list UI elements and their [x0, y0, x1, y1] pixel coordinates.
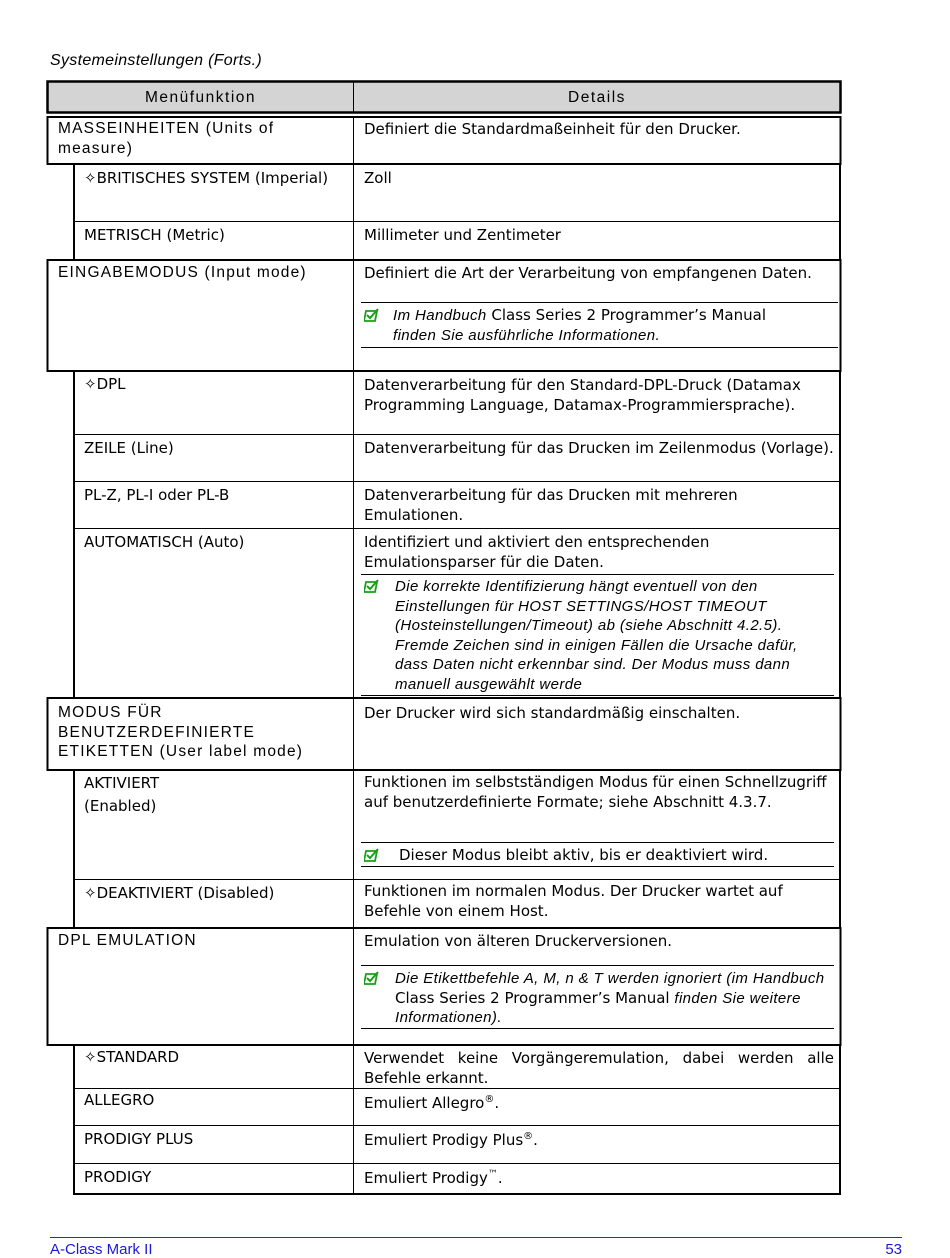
note-aktiviert-text: Dieser Modus bleibt aktiv, bis er deaktiviert wird. — [399, 846, 769, 864]
menu-metrisch: METRISCH (Metric) — [84, 226, 225, 244]
details-eingabemodus: Definiert die Art der Verarbeitung von empfangenen Daten. — [364, 264, 812, 282]
note-dplemu-manual: Class Series 2 Programmer’s Manual — [395, 988, 675, 1007]
checkbox-note-icon — [364, 579, 380, 593]
details-zeile: Datenverarbeitung für das Drucken im Zeilenmodus (Vorlage). — [364, 439, 834, 457]
details-prodigyplus-end: . — [533, 1131, 538, 1149]
page-caption: Systemeinstellungen (Forts.) — [50, 52, 263, 69]
details-masseinheiten: Definiert die Standardmaßeinheit für den Drucker. — [364, 120, 741, 138]
menu-eingabemodus: EINGABEMODUS (Input mode) — [58, 264, 307, 281]
details-prodigyplus — [354, 1130, 840, 1151]
header-menufunktion: Menüfunktion — [144, 89, 257, 106]
menu-dpl: ✧DPL — [84, 375, 126, 393]
note-automatisch-text: Die korrekte Identifizierung hängt eventuell von den Einstellungen für HOST SETTINGS/HOST TIMEOUT (Hosteinstellungen/Timeout) ab (siehe Abschnitt 4.2.5). Fremde Zeichen sind in einigen Fällen die Ursache dafür, dass Daten nicht erkennbar sind. Der Modus muss dann manuell ausgewählt werde — [395, 578, 798, 693]
note-dplemu-a: Die Etikettbefehle A, M, n & T werden ignoriert (im Handbuch — [395, 970, 825, 987]
menu-prodigy: PRODIGY — [84, 1168, 152, 1186]
menu-prodigyplus: PRODIGY PLUS — [84, 1130, 194, 1148]
details-britisch: Zoll — [364, 169, 392, 187]
details-benutzer: Der Drucker wird sich standardmäßig einschalten. — [364, 704, 741, 722]
trademark-mark: ™ — [487, 1169, 498, 1180]
details-prodigy — [354, 1168, 840, 1189]
note-automatisch — [362, 577, 832, 693]
note-dplemu-c: finden Sie weitere Informationen). — [395, 989, 801, 1027]
details-dpl: Datenverarbeitung für den Standard-DPL-Druck (Datamax Programming Language, Datamax-Programmiersprache). — [364, 376, 801, 414]
menu-deaktiviert: ✧DEAKTIVIERT (Disabled) — [84, 884, 275, 902]
menu-masseinheiten: MASSEINHEITEN (Units of measure) — [58, 120, 275, 157]
note-eingabemodus-c: finden Sie ausführliche Informationen. — [393, 326, 661, 344]
menu-aktiviert-a: AKTIVIERT — [84, 774, 160, 792]
menu-plz: PL-Z, PL-I oder PL-B — [84, 486, 230, 504]
details-deaktiviert: Funktionen im normalen Modus. Der Drucker wartet auf Befehle von einem Host. — [364, 882, 783, 920]
menu-aktiviert-b: (Enabled) — [84, 796, 157, 815]
menu-benutzer: MODUS FÜR BENUTZERDEFINIERTE ETIKETTEN (User label mode) — [58, 704, 304, 761]
footer-product-name: A-Class Mark II — [50, 1241, 153, 1258]
header-details: Details — [568, 89, 626, 106]
note-aktiviert — [362, 846, 832, 866]
footer-rule — [50, 1237, 902, 1238]
menu-zeile: ZEILE (Line) — [84, 439, 174, 457]
details-allegro-end: . — [494, 1094, 500, 1112]
details-allegro — [354, 1093, 840, 1114]
note-eingabemodus-manual: Class Series 2 Programmer’s Manual — [486, 306, 766, 324]
menu-britisch: ✧BRITISCHES SYSTEM (Imperial) — [84, 169, 329, 187]
checkbox-note-icon — [364, 971, 380, 985]
details-prodigy-text: Emuliert Prodigy — [364, 1169, 488, 1187]
note-eingabemodus-a: Im Handbuch — [393, 307, 487, 324]
note-dplemu — [362, 969, 832, 1027]
registered-mark: ® — [523, 1131, 534, 1142]
menu-allegro: ALLEGRO — [84, 1091, 155, 1109]
menu-standard: ✧STANDARD — [84, 1048, 180, 1066]
menu-dplemu: DPL EMULATION — [58, 932, 197, 949]
details-automatisch: Identifiziert und aktiviert den entsprechenden Emulationsparser für die Daten. — [364, 533, 710, 571]
details-plz: Datenverarbeitung für das Drucken mit mehreren Emulationen. — [364, 486, 738, 524]
menu-automatisch: AUTOMATISCH (Auto) — [84, 533, 245, 551]
details-dplemu: Emulation von älteren Druckerversionen. — [364, 932, 673, 950]
details-metrisch: Millimeter und Zentimeter — [364, 226, 561, 244]
details-prodigyplus-text: Emuliert Prodigy Plus — [364, 1131, 524, 1149]
registered-mark: ® — [484, 1094, 495, 1105]
details-allegro-text: Emuliert Allegro — [364, 1094, 485, 1112]
details-prodigy-end: . — [497, 1169, 503, 1187]
details-standard: Verwendet keine Vorgängeremulation, dabei werden alle Befehle erkannt. — [364, 1049, 834, 1087]
note-eingabemodus — [362, 306, 832, 346]
details-aktiviert: Funktionen im selbstständigen Modus für einen Schnellzugriff auf benutzerdefinierte Formate; siehe Abschnitt 4.3.7. — [364, 773, 827, 811]
checkbox-note-icon — [364, 848, 380, 862]
footer-page-number: 53 — [885, 1241, 902, 1258]
menu-aktiviert — [74, 773, 344, 816]
checkbox-note-icon — [364, 308, 380, 322]
